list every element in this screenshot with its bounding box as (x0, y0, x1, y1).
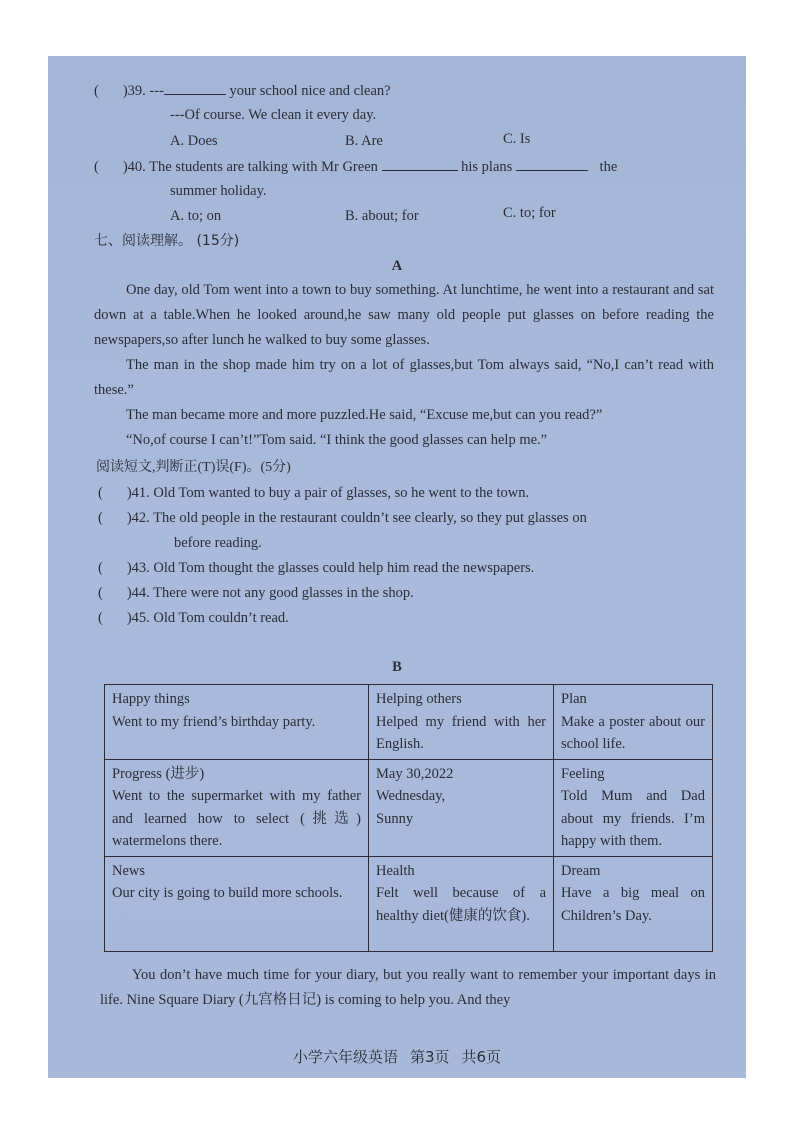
cell-body: Make a poster about our school life. (561, 713, 705, 752)
tf-question-text: )43. Old Tom thought the glasses could help him read the newspapers. (126, 560, 535, 576)
question-40-option-b: B. about; for (345, 208, 419, 224)
footer-page-number: 第3页 (409, 1048, 450, 1066)
answer-paren: ( (98, 510, 103, 526)
tf-instruction: 阅读短文,判断正(T)误(F)。(5分) (96, 460, 291, 475)
diary-cell-feeling (554, 759, 713, 856)
exam-page-photo (48, 56, 746, 1078)
tf-question-text: )42. The old people in the restaurant couldn’t see clearly, so they put glasses on (126, 510, 587, 526)
section-title: 七、阅读理解。 (15分) (94, 233, 240, 249)
passage-b-label: B (392, 659, 402, 675)
cell-title: Dream (561, 862, 601, 879)
tf-question-text: )41. Old Tom wanted to buy a pair of glasses, so he went to the town. (126, 485, 530, 501)
cell-body: Went to the supermarket with my father and learned how to select (挑选) watermelons there. (112, 788, 361, 849)
footer-subject: 小学六年级英语 (292, 1048, 398, 1066)
tf-question-42-cont: before reading. (174, 535, 262, 551)
cell-body: Went to my friend’s birthday party. (112, 713, 316, 730)
question-text: )40. The students are talking with Mr Green (122, 159, 382, 175)
diary-cell-helping-others (369, 685, 554, 760)
answer-paren: ( (98, 560, 103, 576)
answer-blank (164, 80, 226, 95)
question-40 (94, 156, 617, 176)
cell-body: Told Mum and Dad about my friends. I’m happy with them. (561, 788, 705, 849)
passage-a-paragraph: “No,of course I can’t!”Tom said. “I think the good glasses can help me.” (126, 432, 548, 448)
cell-title: May 30,2022 (376, 765, 454, 782)
cell-title: Health (376, 862, 415, 879)
cell-body: Helped my friend with her English. (376, 713, 546, 752)
question-39-option-c: C. Is (503, 131, 531, 147)
diary-row (105, 685, 713, 760)
answer-blank (382, 156, 458, 171)
question-39-reply: ---Of course. We clean it every day. (170, 107, 377, 123)
answer-paren: ( (98, 610, 103, 626)
cell-title: News (112, 862, 146, 879)
footer-total-pages: 共6页 (461, 1048, 502, 1066)
passage-a-paragraph: One day, old Tom went into a town to buy something. At lunchtime, he went into a restaurant and sat down at a table.When he looked around,he saw many old people put glasses on before reading the newspapers,so after lunch he walked to buy some glasses. (94, 282, 714, 348)
passage-a-label: A (391, 258, 403, 274)
tf-question-42 (98, 509, 587, 527)
diary-cell-progress (105, 759, 369, 856)
tf-question-45 (98, 609, 289, 627)
question-40-option-a: A. to; on (170, 208, 222, 224)
passage-b-paragraph: You don’t have much time for your diary, but you really want to remember your important days in life. Nine Square Diary (九宫格日记) is coming to help you. And they (100, 967, 716, 1008)
diary-row (105, 856, 713, 952)
answer-paren: ( (98, 585, 103, 601)
cell-body: Wednesday, Sunny (376, 788, 446, 827)
diary-cell-plan (554, 685, 713, 760)
tf-question-text: )45. Old Tom couldn’t read. (126, 610, 289, 626)
question-39 (94, 80, 391, 100)
cell-title: Helping others (376, 691, 462, 707)
nine-square-diary-table (104, 684, 713, 952)
answer-blank (516, 156, 588, 171)
cell-title: Plan (561, 691, 587, 707)
tf-question-44 (98, 584, 414, 602)
diary-cell-dream (554, 856, 713, 952)
cell-body: Our city is going to build more schools. (112, 885, 343, 901)
question-39-option-b: B. Are (345, 133, 383, 149)
cell-title: Happy things (112, 691, 190, 707)
question-text-mid: his plans (457, 159, 516, 175)
cell-title: Feeling (561, 765, 605, 782)
answer-paren: ( (94, 83, 99, 99)
question-text: your school nice and clean? (225, 83, 391, 99)
question-text-end: the (595, 159, 618, 175)
diary-cell-health (369, 856, 554, 952)
question-40-option-c: C. to; for (503, 205, 556, 221)
question-40-line2: summer holiday. (170, 183, 267, 199)
cell-body: Have a big meal on Children’s Day. (561, 885, 705, 924)
answer-paren: ( (98, 485, 103, 501)
tf-question-43 (98, 559, 534, 577)
question-39-option-a: A. Does (170, 133, 218, 149)
diary-cell-date (369, 759, 554, 856)
cell-title: Progress (进步) (112, 765, 205, 782)
tf-question-41 (98, 484, 529, 502)
answer-paren: ( (94, 159, 99, 175)
diary-cell-news (105, 856, 369, 952)
passage-a-paragraph: The man became more and more puzzled.He said, “Excuse me,but can you read?” (126, 407, 603, 423)
passage-a-paragraph: The man in the shop made him try on a lot of glasses,but Tom always said, “No,I can’t read with these.” (94, 357, 714, 398)
cell-body: Felt well because of a healthy diet(健康的饮食). (376, 885, 546, 924)
diary-row (105, 759, 713, 856)
tf-question-text: )44. There were not any good glasses in the shop. (126, 585, 414, 601)
page-footer (48, 1046, 746, 1067)
question-number: )39. --- (122, 83, 164, 99)
diary-cell-happy-things (105, 685, 369, 760)
